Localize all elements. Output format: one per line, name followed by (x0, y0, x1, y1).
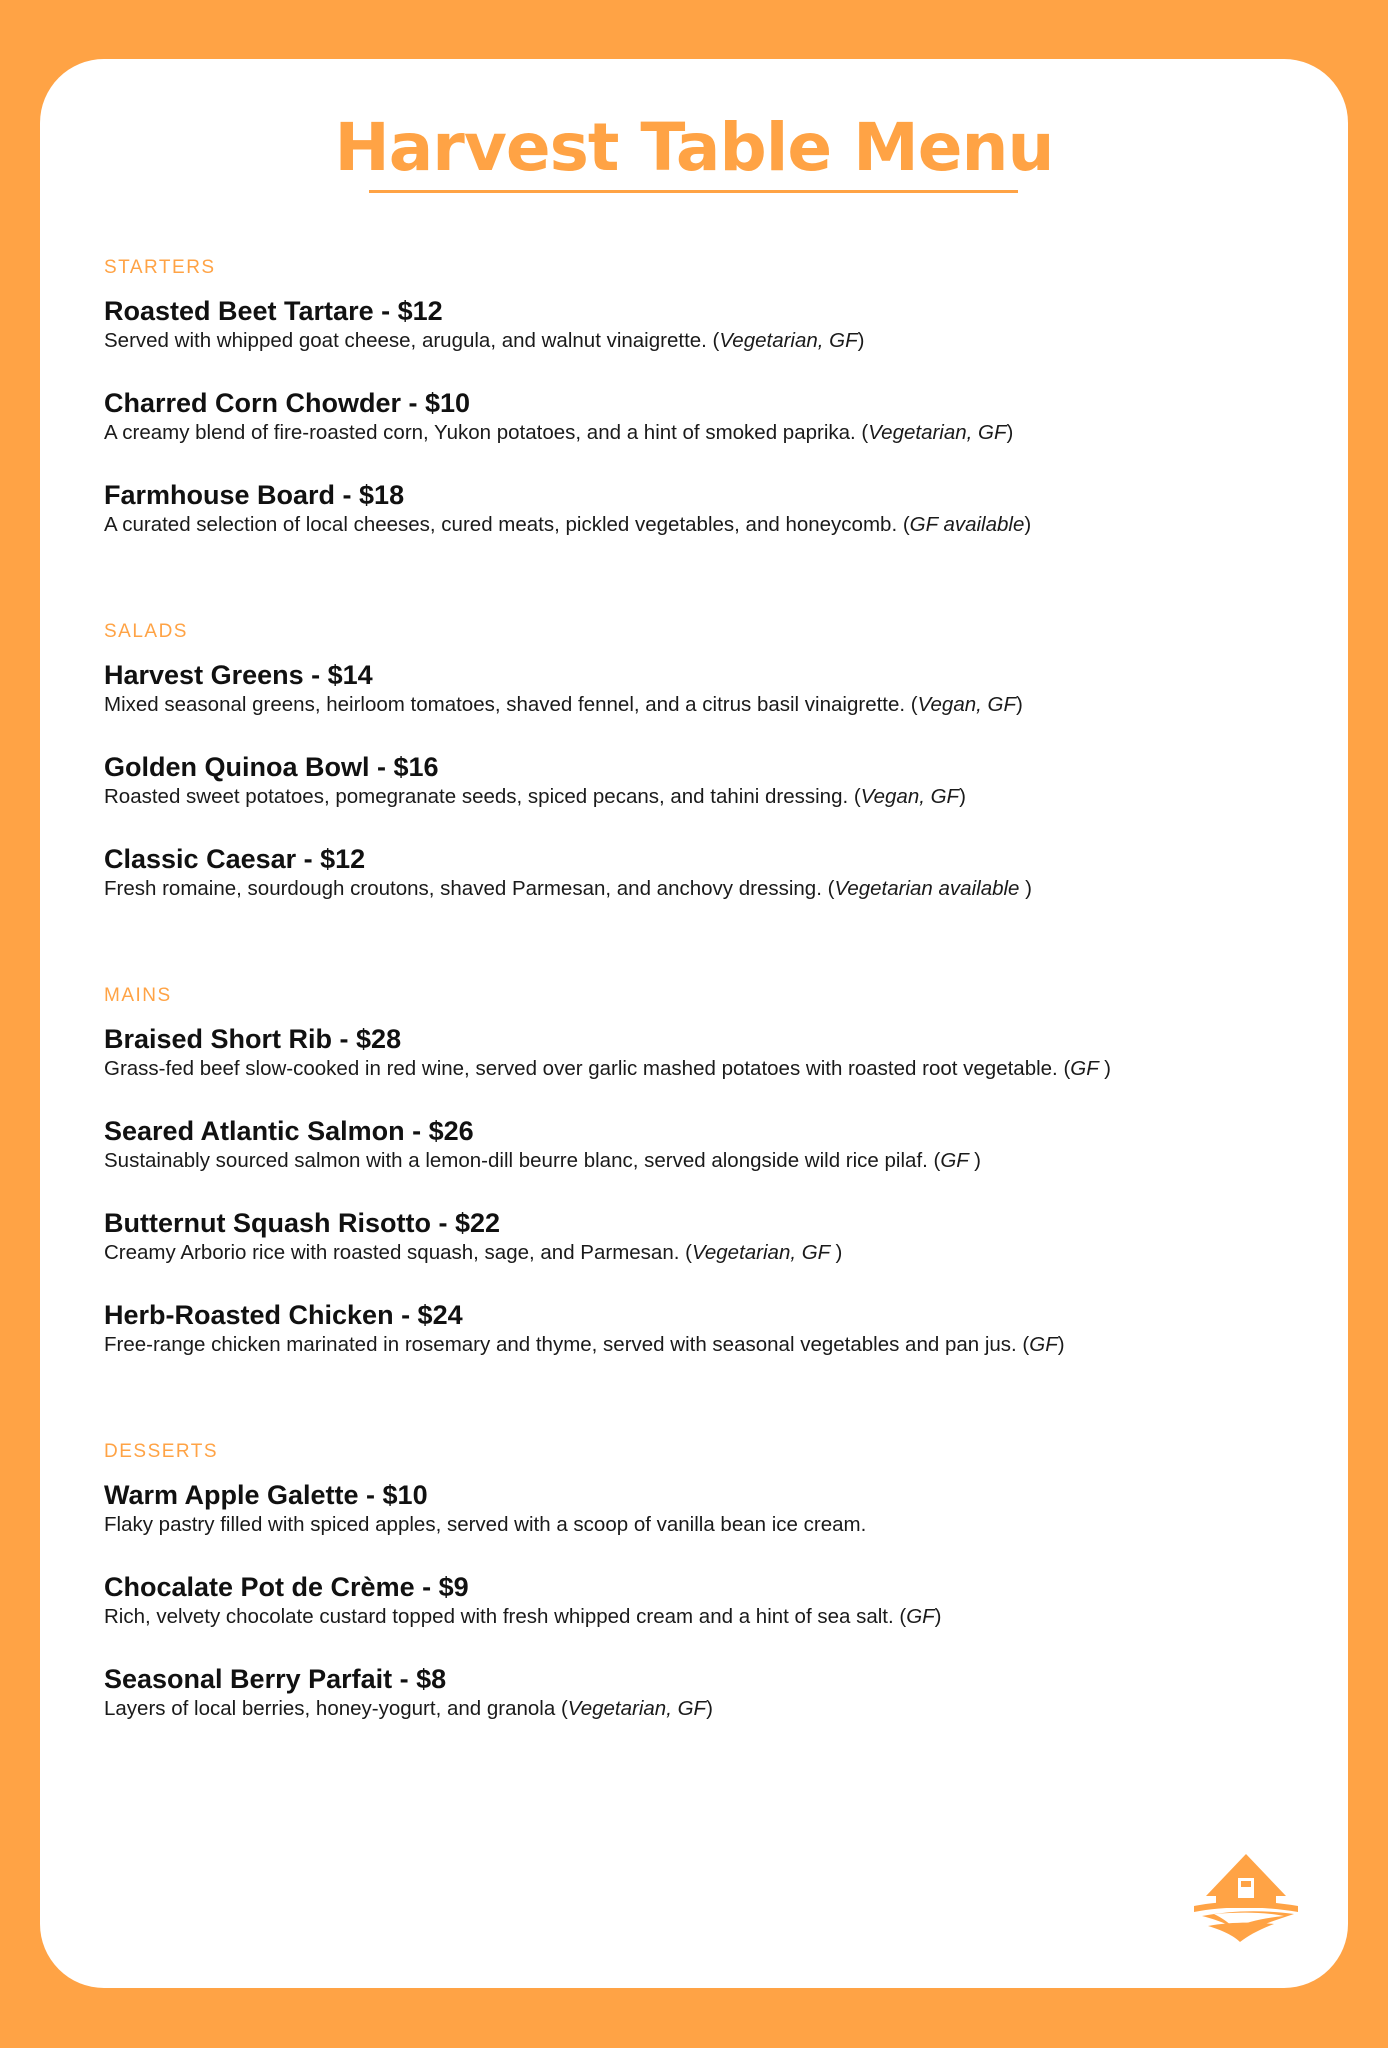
menu-title: Harvest Table Menu (334, 109, 1054, 186)
dietary-tags: Vegetarian, GF (691, 1241, 836, 1264)
menu-item (104, 1208, 1304, 1300)
item-name: Golden Quinoa Bowl - $16 (104, 752, 439, 782)
menu-item (104, 1300, 1304, 1392)
item-description: Sustainably sourced salmon with a lemon-dill beurre blanc, served alongside wild rice pilaf. (GF ) (104, 1149, 981, 1172)
item-name: Farmhouse Board - $18 (104, 480, 405, 510)
item-description: Rich, velvety chocolate custard topped with fresh whipped cream and a hint of sea salt. (GF) (104, 1605, 942, 1628)
dietary-tags: Vegetarian available (834, 877, 1026, 900)
item-description: A creamy blend of fire-roasted corn, Yukon potatoes, and a hint of smoked paprika. (Vegetarian, GF) (104, 421, 1014, 444)
item-description: Layers of local berries, honey-yogurt, and granola (Vegetarian, GF) (104, 1697, 713, 1720)
section-desserts (104, 1441, 1304, 1756)
menu-item (104, 752, 1304, 844)
item-name: Butternut Squash Risotto - $22 (104, 1208, 501, 1238)
item-description: Grass-fed beef slow-cooked in red wine, served over garlic mashed potatoes with roasted root vegetable. (GF ) (104, 1057, 1111, 1080)
item-name: Classic Caesar - $12 (104, 844, 366, 874)
menu-item (104, 480, 1304, 572)
dietary-tags: GF (906, 1605, 935, 1628)
dietary-tags: GF available (909, 513, 1025, 536)
section-heading: STARTERS (104, 257, 216, 278)
item-name: Charred Corn Chowder - $10 (104, 388, 471, 418)
item-name: Roasted Beet Tartare - $12 (104, 296, 443, 326)
menu-item (104, 844, 1304, 936)
item-description: Creamy Arborio rice with roasted squash, sage, and Parmesan. (Vegetarian, GF ) (104, 1241, 843, 1264)
dietary-tags: Vegan, GF (917, 693, 1016, 716)
dietary-tags: GF (1070, 1057, 1105, 1080)
section-heading: SALADS (104, 621, 188, 642)
dietary-tags: Vegetarian, GF (567, 1697, 707, 1720)
section-starters (104, 257, 1304, 572)
item-description: Roasted sweet potatoes, pomegranate seeds, spiced pecans, and tahini dressing. (Vegan, GF) (104, 785, 966, 808)
item-description: Free-range chicken marinated in rosemary and thyme, served with seasonal vegetables and pan jus. (GF) (104, 1333, 1065, 1356)
title-underline (369, 190, 1018, 193)
section-heading: MAINS (104, 985, 172, 1006)
item-name: Harvest Greens - $14 (104, 660, 373, 690)
dietary-tags: GF (940, 1149, 975, 1172)
section-salads (104, 621, 1304, 936)
item-name: Braised Short Rib - $28 (104, 1024, 402, 1054)
item-name: Chocalate Pot de Crème - $9 (104, 1572, 469, 1602)
menu-item (104, 1664, 1304, 1756)
item-name: Warm Apple Galette - $10 (104, 1480, 428, 1510)
item-description: Flaky pastry filled with spiced apples, served with a scoop of vanilla bean ice cream. (104, 1513, 867, 1536)
menu-item (104, 1480, 1304, 1572)
menu-item (104, 1024, 1304, 1116)
item-name: Seasonal Berry Parfait - $8 (104, 1664, 447, 1694)
section-heading: DESSERTS (104, 1441, 219, 1462)
farmhouse-logo-icon (1194, 1852, 1298, 1942)
item-name: Seared Atlantic Salmon - $26 (104, 1116, 474, 1146)
item-name: Herb-Roasted Chicken - $24 (104, 1300, 463, 1330)
dietary-tags: Vegetarian, GF (719, 329, 858, 352)
section-mains (104, 985, 1304, 1392)
item-description: Served with whipped goat cheese, arugula, and walnut vinaigrette. (Vegetarian, GF) (104, 329, 865, 352)
dietary-tags: Vegan, GF (860, 785, 960, 808)
item-description: Mixed seasonal greens, heirloom tomatoes, shaved fennel, and a citrus basil vinaigrette. (Vegan, GF) (104, 693, 1023, 716)
menu-item (104, 660, 1304, 752)
menu-item (104, 388, 1304, 480)
item-description: A curated selection of local cheeses, cured meats, pickled vegetables, and honeycomb. (GF available) (104, 513, 1032, 536)
dietary-tags: Vegetarian, GF (868, 421, 1007, 444)
menu-item (104, 296, 1304, 388)
dietary-tags: GF (1029, 1333, 1058, 1356)
menu-item (104, 1572, 1304, 1664)
menu-item (104, 1116, 1304, 1208)
item-description: Fresh romaine, sourdough croutons, shaved Parmesan, and anchovy dressing. (Vegetarian available ) (104, 877, 1032, 900)
